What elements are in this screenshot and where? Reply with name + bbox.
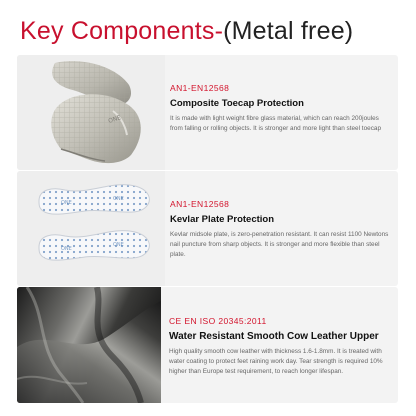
toecap-illustration [17, 55, 165, 170]
component-description: Kevlar midsole plate, is zero-penetration resistant. It can resist 1100 Newtons nail puncture from sharp objects. It is stronger and more flexible than steel plate. [170, 231, 389, 258]
standard-code: CE EN ISO 20345:2011 [169, 316, 267, 326]
component-heading: Water Resistant Smooth Cow Leather Upper [169, 331, 379, 342]
component-text [169, 287, 392, 377]
component-heading: Composite Toecap Protection [170, 98, 304, 109]
component-card-leather [17, 287, 398, 403]
component-text [170, 55, 392, 134]
component-description: High quality smooth cow leather with thickness 1.6-1.8mm. It is treated with water coating to protect feet raining work day. Tear strength is required 10% higher than Europe test requirement, to reach longer lifespan. [169, 348, 383, 375]
component-card-kevlar [17, 171, 398, 286]
component-description: It is made with light weight fibre glass material, which can reach 200joules from falling or rolling objects. It is stronger and more light than steel toecap [170, 115, 381, 132]
component-heading: Kevlar Plate Protection [170, 214, 275, 225]
svg-text:ONE: ONE [113, 242, 124, 248]
svg-text:ONE: ONE [113, 196, 124, 202]
cow-leather-image [17, 287, 161, 403]
standard-code: AN1-EN12568 [170, 199, 230, 209]
kevlar-insole-plates-image [17, 171, 165, 286]
component-text [170, 171, 392, 260]
page-title-tail: (Metal free) [223, 17, 354, 45]
svg-text:ONE: ONE [61, 246, 72, 252]
page-title [20, 14, 353, 48]
component-card-toecap [17, 55, 398, 170]
page-title-main: Key Components- [20, 17, 224, 45]
svg-text:ONE: ONE [107, 114, 122, 125]
kevlar-plates-illustration [17, 171, 165, 286]
standard-code: AN1-EN12568 [170, 83, 230, 93]
svg-text:ONE: ONE [61, 200, 72, 206]
composite-toecap-image [17, 55, 165, 170]
leather-illustration [17, 287, 161, 403]
